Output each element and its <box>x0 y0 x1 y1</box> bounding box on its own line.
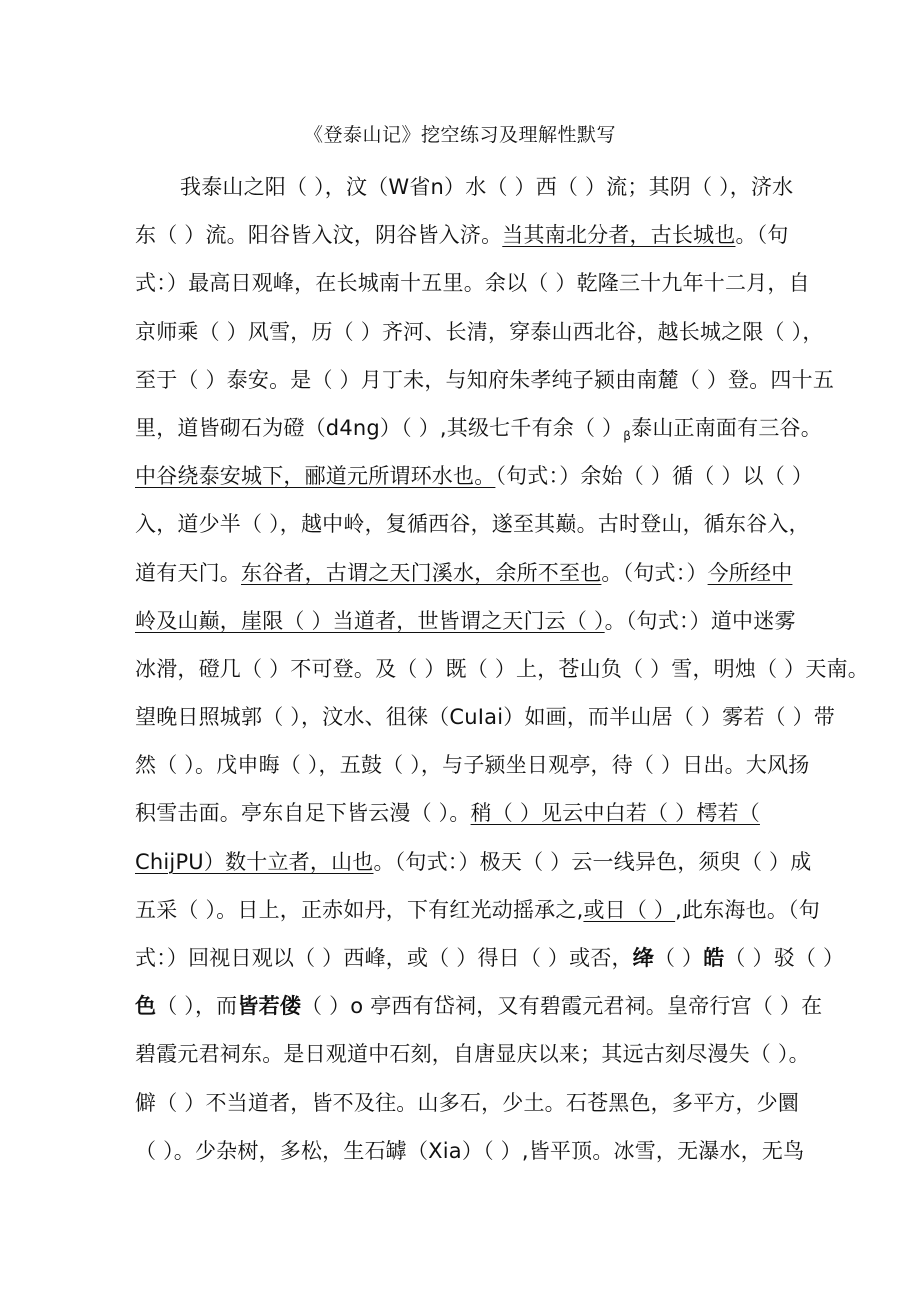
passage-body <box>135 163 869 1175</box>
text-line: 然（ ）。戊申晦（ ），五鼓（ ），与子颍坐日观亭，待（ ）日出。大风扬 <box>135 753 810 778</box>
text-line: 式：）回视日观以（ ）西峰，或（ ）得日（ ）或否，绛（ ）皓（ ）驳（ ） <box>135 946 845 970</box>
text-line: 积雪击面。亭东自足下皆云漫（ ）。稍（ ）见云中白若（ ）樗若（ <box>135 801 760 826</box>
text-line: 冰滑，磴几（ ）不可登。及（ ）既（ ）上，苍山负（ ）雪，明烛（ ）天南。 <box>135 656 869 681</box>
text-line: 我泰山之阳（ ），汶（W省n）水（ ）西（ ）流；其阴（ ），济水 <box>180 175 794 199</box>
document-title: 《登泰山记》挖空练习及理解性默写 <box>303 124 616 146</box>
text-line: 五采（ ）。日上，正赤如丹，下有红光动摇承之,或日（ ）,此东海也。（句 <box>135 897 820 922</box>
text-line: 入，道少半（ ），越中岭，复循西谷，遂至其巅。古时登山，循东谷入， <box>135 512 810 537</box>
text-line: 里，道皆砌石为磴（d4ng）（ ）,其级七千有余（ ）$_\beta$泰山正南面有三谷。 <box>135 415 822 443</box>
text-line: ChijPU）数十立者，山也。（句式：）极天（ ）云一线异色，须臾（ ）成 <box>135 849 812 874</box>
text-line: （ ）。少杂树，多松，生石罅（Xia）（ ）,皆平顶。冰雪，无瀑水，无鸟 <box>135 1138 805 1163</box>
text-line: 式：）最高日观峰，在长城南十五里。余以（ ）乾隆三十九年十二月，自 <box>135 271 810 296</box>
text-line: 东（ ）流。阳谷皆入汶，阴谷皆入济。当其南北分者，古长城也。（句 <box>135 223 789 248</box>
text-line: 望晚日照城郭（ ），汶水、徂徕（CuIai）如画，而半山居（ ）雾若（ ）带 <box>135 705 835 730</box>
text-line: 京师乘（ ）风雪，历（ ）齐河、长清，穿泰山西北谷，越长城之限（ ）， <box>135 319 824 344</box>
text-line: 中谷绕泰安城下，郦道元所谓环水也。（句式：）余始（ ）循（ ）以（ ） <box>135 464 814 489</box>
text-line: 岭及山巅，崖限（ ）当道者，世皆谓之天门云（ ）。（句式：）道中迷雾 <box>135 608 796 633</box>
text-line: 碧霞元君祠东。是日观道中石刻，自唐显庆以来；其远古刻尽漫失（ ）。 <box>135 1042 810 1067</box>
text-line: 色（ ），而皆若偻（ ）o 亭西有岱祠，又有碧霞元君祠。皇帝行宫（ ）在 <box>135 994 823 1019</box>
text-line: 僻（ ）不当道者，皆不及往。山多石，少土。石苍黑色，多平方，少圜 <box>135 1090 800 1115</box>
text-line: 道有天门。东谷者，古谓之天门溪水，余所不至也。（句式：）今所经中 <box>135 560 793 585</box>
text-line: 至于（ ）泰安。是（ ）月丁未，与知府朱孝纯子颍由南麓（ ）登。四十五 <box>135 367 835 392</box>
